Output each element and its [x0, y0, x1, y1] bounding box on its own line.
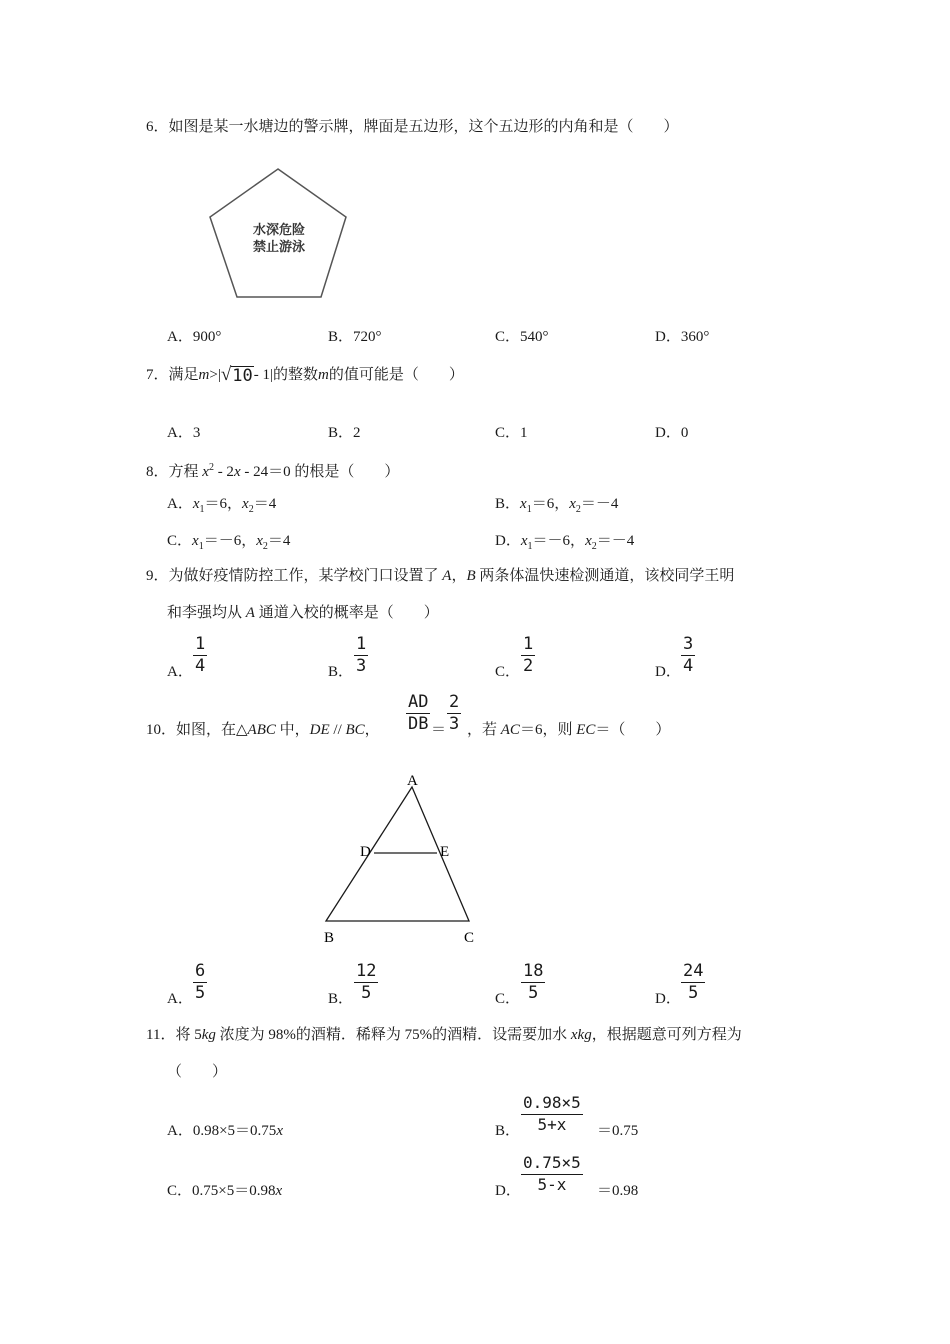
q9-comma: ，: [451, 568, 467, 584]
q11-a-label: A．: [167, 1123, 193, 1139]
sign-text-line1: 水深危险: [252, 222, 306, 237]
q8-rest-b: - 24＝0 的根是（ ）: [240, 464, 400, 480]
q11-a-x: x: [276, 1123, 283, 1139]
q9-line2-a: 和李强均从: [167, 605, 246, 621]
q7-option-d[interactable]: D．0: [655, 425, 689, 441]
question-10-stem-b: [467, 720, 670, 740]
q9-A2: A: [245, 605, 255, 621]
q8-option-b[interactable]: B．$x_1=6$，$x_2=-4$: [495, 496, 619, 515]
q8-a-label: A．: [167, 496, 193, 512]
q11-d-num: 0.75×5: [523, 1153, 581, 1172]
q8-prefix: 8．方程: [146, 464, 203, 480]
q10-ec: EC: [576, 722, 596, 738]
q10-a-den: 5: [195, 983, 206, 1003]
q6-option-b[interactable]: B．720°: [328, 329, 382, 345]
q8-c-x2: 4: [282, 533, 291, 549]
q9-A: A: [442, 568, 452, 584]
warning-sign-pentagon: [205, 165, 355, 305]
q10-mid-c: ＝6，则: [519, 722, 577, 738]
q11-line1-c: ，根据题意可列方程为: [591, 1027, 742, 1043]
q11-xkg: xkg: [570, 1027, 592, 1043]
q10-val-den: 3: [449, 714, 460, 734]
triangle-abc-figure: [315, 765, 495, 950]
q11-b-num: 0.98×5: [523, 1093, 581, 1112]
q11-d-den: 5-x: [537, 1175, 567, 1194]
q6-option-d[interactable]: D．360°: [655, 329, 710, 345]
q9-option-a-fraction[interactable]: [193, 635, 207, 675]
q8-rest-a: - 2: [213, 464, 234, 480]
q11-option-b-fraction[interactable]: [521, 1094, 583, 1134]
q8-d-x2: －4: [611, 533, 635, 549]
q9-option-d-fraction[interactable]: [681, 635, 695, 675]
q9-d-den: 4: [683, 656, 694, 676]
q10-equals: ＝: [431, 722, 447, 738]
q9-line2-b: 通道入校的概率是（ ）: [254, 605, 439, 621]
point-label-a: A: [407, 773, 418, 789]
question-8-stem: [146, 458, 399, 482]
q7-option-c[interactable]: C．1: [495, 425, 528, 441]
q10-d-num: 24: [683, 961, 704, 981]
q9-b-den: 3: [356, 656, 367, 676]
q8-option-d[interactable]: D．$x_1=-6$，$x_2=-4$: [495, 533, 635, 552]
q9-a-den: 4: [195, 656, 206, 676]
q10-label-b[interactable]: B．: [328, 991, 354, 1007]
q7-gt: >|: [209, 367, 221, 383]
q10-ratio-num: AD: [408, 692, 429, 712]
q7-option-a[interactable]: A．3: [167, 425, 201, 441]
question-9-stem-line1: [146, 566, 734, 586]
q10-label-a[interactable]: A．: [167, 991, 193, 1007]
q11-b-rhs: ＝0.75: [597, 1123, 639, 1139]
q10-ac: AC: [500, 722, 520, 738]
question-7-stem: [146, 365, 464, 385]
q11-label-d[interactable]: D．: [495, 1183, 521, 1199]
sign-text-line2: 禁止游泳: [252, 239, 306, 254]
q10-parallel: //: [329, 722, 346, 738]
q7-suffix-b: 的值可能是（ ）: [328, 367, 464, 383]
point-label-d: D: [360, 844, 371, 860]
q11-d-rhs: ＝0.98: [597, 1183, 639, 1199]
q9-option-b-fraction[interactable]: [354, 635, 368, 675]
q10-mid-b: ，若: [467, 722, 501, 738]
q8-b-x1: 6: [546, 496, 555, 512]
q10-bc: BC: [345, 722, 365, 738]
point-label-c: C: [464, 930, 475, 946]
q10-c-num: 18: [523, 961, 544, 981]
q6-option-c[interactable]: C．540°: [495, 329, 549, 345]
q8-option-a[interactable]: A．$x_1=6$，$x_2=4$: [167, 496, 277, 515]
q11-c-text: 0.75×5＝0.98: [192, 1183, 276, 1199]
q8-d-x1: －6: [547, 533, 571, 549]
q9-a-num: 1: [195, 634, 206, 654]
q10-mid-a: 中，: [275, 722, 310, 738]
q10-ratio-ad-db: [406, 693, 430, 733]
q8-var-x2: x: [233, 464, 241, 480]
q9-line1-a: 9．为做好疫情防控工作，某学校门口设置了: [146, 568, 443, 584]
question-6-stem: 6．如图是某一水塘边的警示牌，牌面是五边形，这个五边形的内角和是（ ）: [146, 119, 679, 135]
q7-prefix: 7．满足: [146, 367, 199, 383]
q11-label-b[interactable]: B．: [495, 1123, 521, 1139]
q11-option-c[interactable]: [167, 1181, 282, 1201]
q10-b-num: 12: [356, 961, 377, 981]
q9-b-num: 1: [356, 634, 367, 654]
q10-abc: ABC: [247, 722, 276, 738]
q8-b-x2: －4: [595, 496, 619, 512]
q7-var-m2: m: [318, 367, 329, 383]
q11-b-den: 5+x: [537, 1115, 567, 1134]
q8-var-x: x: [202, 464, 209, 480]
q10-ratio-den: DB: [408, 714, 429, 734]
q8-d-label: D．: [495, 533, 521, 549]
sqrt-arg: 10: [232, 366, 253, 386]
q10-val-num: 2: [449, 692, 460, 712]
q11-option-a[interactable]: [167, 1121, 283, 1141]
q8-c-label: C．: [167, 533, 193, 549]
q9-c-num: 1: [523, 634, 534, 654]
sqrt-10: √ 10: [220, 364, 253, 386]
q8-option-c[interactable]: C．$x_1=-6$，$x_2=4$: [167, 533, 291, 552]
q9-d-num: 3: [683, 634, 694, 654]
q11-line1-b: 浓度为 98%的酒精．稀释为 75%的酒精．设需要加水: [215, 1027, 571, 1043]
q7-var-m: m: [198, 367, 210, 383]
q8-a-x2: 4: [268, 496, 277, 512]
q11-c-label: C．: [167, 1183, 193, 1199]
q9-option-c-fraction[interactable]: [521, 635, 535, 675]
q10-suffix: ＝（ ）: [595, 722, 671, 738]
q8-a-x1: 6: [219, 496, 228, 512]
q10-a-num: 6: [195, 961, 206, 981]
q10-option-a-fraction[interactable]: [193, 962, 207, 1002]
question-9-stem-line2: [167, 603, 439, 623]
q11-a-text: 0.98×5＝0.75: [192, 1123, 277, 1139]
q10-label-c[interactable]: C．: [495, 991, 521, 1007]
q10-b-den: 5: [361, 983, 372, 1003]
q11-line1-a: 11．将 5: [146, 1027, 202, 1043]
q11-kg: kg: [201, 1027, 216, 1043]
q7-option-b[interactable]: B．2: [328, 425, 361, 441]
q10-d-den: 5: [688, 983, 699, 1003]
q10-prefix: 10．如图，在△: [146, 722, 248, 738]
q11-c-x: x: [275, 1183, 283, 1199]
q11-option-d-fraction[interactable]: [521, 1154, 583, 1194]
q10-ratio-value: [447, 693, 461, 733]
q10-option-b-fraction[interactable]: [354, 962, 378, 1002]
q9-line1-b: 两条体温快速检测通道，该校同学王明: [475, 568, 735, 584]
q8-c-x1: －6: [218, 533, 242, 549]
question-10-stem-a: [146, 720, 380, 740]
q10-c-den: 5: [528, 983, 539, 1003]
q10-de: DE: [309, 722, 330, 738]
q10-comma: ，: [364, 722, 380, 738]
q10-option-d-fraction[interactable]: [681, 962, 705, 1002]
q9-label-d[interactable]: D．: [655, 664, 681, 680]
q10-label-d[interactable]: D．: [655, 991, 681, 1007]
q9-label-b[interactable]: B．: [328, 664, 354, 680]
q10-option-c-fraction[interactable]: [521, 962, 545, 1002]
q9-B: B: [466, 568, 476, 584]
q9-label-a[interactable]: A．: [167, 664, 193, 680]
q9-label-c[interactable]: C．: [495, 664, 521, 680]
point-label-e: E: [440, 844, 450, 860]
q8-b-label: B．: [495, 496, 521, 512]
question-11-stem-line2: （ ）: [167, 1064, 228, 1080]
question-11-stem-line1: [146, 1025, 742, 1045]
q6-option-a[interactable]: A．900°: [167, 329, 222, 345]
q8-exponent: 2: [208, 462, 214, 473]
q7-suffix-a: - 1|的整数: [253, 367, 318, 383]
q9-c-den: 2: [523, 656, 534, 676]
point-label-b: B: [324, 930, 335, 946]
